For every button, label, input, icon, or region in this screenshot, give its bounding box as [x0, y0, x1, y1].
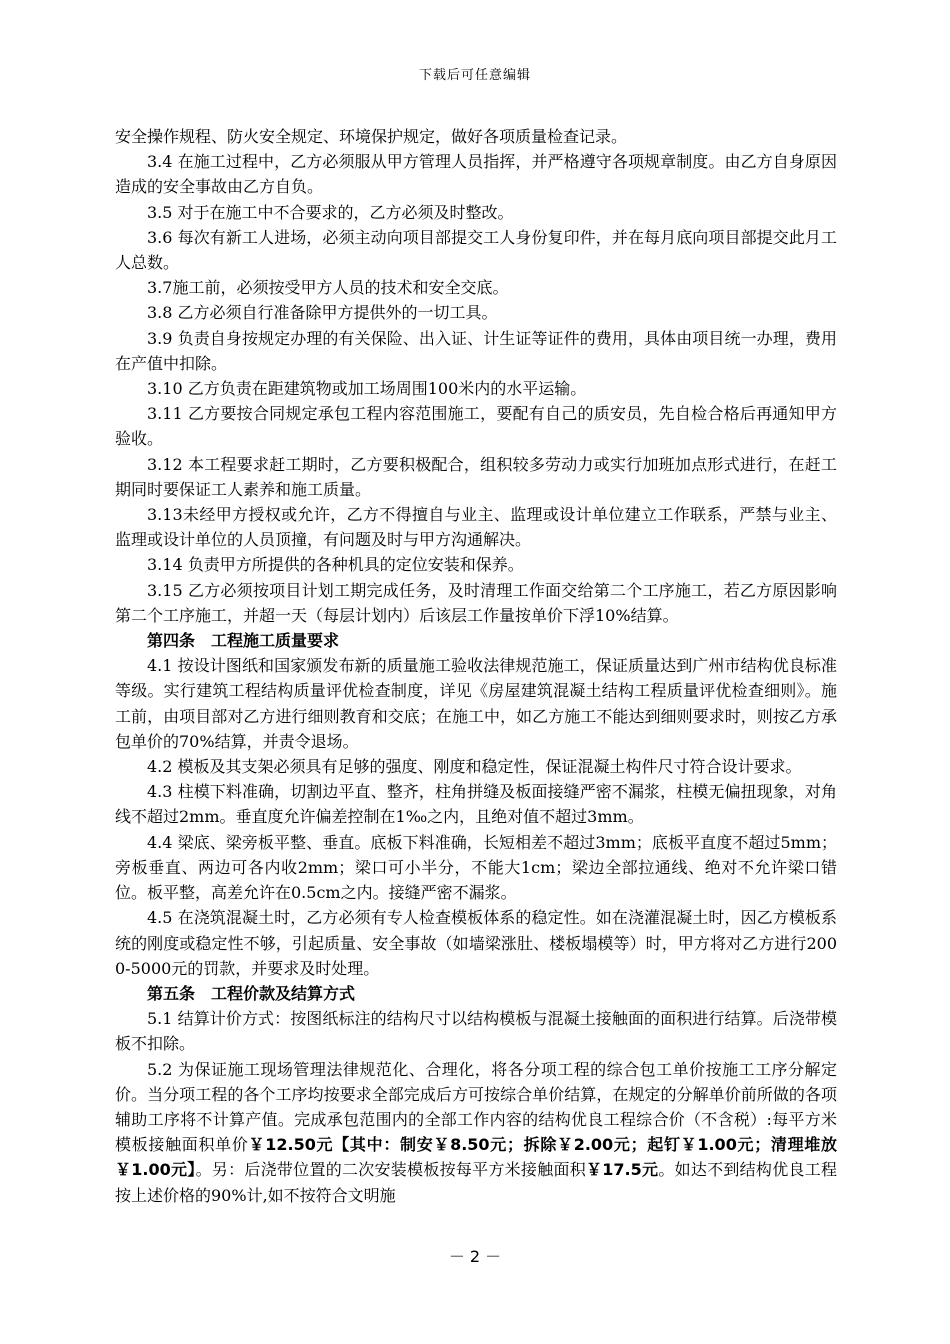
clause-4-4: 4.4 梁底、梁旁板平整、垂直。底板下料准确，长短相差不超过3mm；底板平直度不超过5mm；旁板垂直、两边可各内收2mm；梁口可小半分，不能大1cm；梁边全部拉通线、绝对不允许梁口错位。板平整，高差允许在0.5cm之内。接缝严密不漏浆。: [115, 832, 837, 903]
clause-5-1: 5.1 结算计价方式：按图纸标注的结构尺寸以结构模板与混凝土接触面的面积进行结算。后浇带模板不扣除。: [115, 1009, 837, 1054]
second-install-price: ￥17.5元: [586, 1160, 659, 1180]
clause-4-1: 4.1 按设计图纸和国家颁发布新的质量施工验收法律规范施工，保证质量达到广州市结构优良标准等级。实行建筑工程结构质量评优检查制度，详见《房屋建筑混凝土结构工程质量评优检查细则》。施工前，由项目部对乙方进行细则教育和交底；在施工中，如乙方施工不能达到细则要求时，则按乙方承包单价的70%结算，并责令退场。: [115, 656, 837, 751]
page-number: － 2 －: [448, 1247, 502, 1266]
clause-3-14: 3.14 负责甲方所提供的各种机具的定位安装和保养。: [147, 555, 524, 575]
clause-3-15: 3.15 乙方必须按项目计划工期完成任务，及时清理工作面交给第二个工序施工，若乙方原因影响第二个工序施工，并超一天（每层计划内）后该层工作量按单价下浮10%结算。: [115, 580, 837, 625]
paragraph: 安全操作规程、防火安全规定、环境保护规定，做好各项质量检查记录。: [115, 127, 628, 146]
clause-4-5: 4.5 在浇筑混凝土时，乙方必须有专人检查模板体系的稳定性。如在浇灌混凝土时，因乙方模板系统的刚度或稳定性不够，引起质量、安全事故（如墙梁涨肚、楼板塌模等）时，甲方将对乙方进行2000-5000元的罚款，并要求及时处理。: [115, 908, 837, 978]
clause-3-4: 3.4 在施工过程中，乙方必须服从甲方管理人员指挥，并严格遵守各项规章制度。由乙方自身原因造成的安全事故由乙方自负。: [115, 152, 837, 197]
clause-5-2-text-b: 。另：后浇带位置的二次安装模板按每平方米接触面积: [195, 1160, 587, 1180]
clause-3-7: 3.7施工前，必须按受甲方人员的技术和安全交底。: [147, 278, 509, 298]
clause-3-9: 3.9 负责自身按规定办理的有关保险、出入证、计生证等证件的费用，具体由项目统一办理，费用在产值中扣除。: [115, 328, 837, 373]
clause-3-13: 3.13未经甲方授权或允许，乙方不得擅自与业主、监理或设计单位建立工作联系，严禁与业主、监理或设计单位的人员顶撞，有问题及时与甲方沟通解决。: [115, 505, 837, 550]
clause-3-10: 3.10 乙方负责在距建筑物或加工场周围100米内的水平运输。: [147, 379, 587, 399]
clause-3-8: 3.8 乙方必须自行准备除甲方提供外的一切工具。: [147, 303, 498, 323]
price-breakdown: ￥12.50元【其中：制安￥8.50元；拆除￥2.00元；起钉￥1.00元；清理堆放￥1.00元】: [115, 1135, 837, 1180]
section-heading-5: 第五条 工程价款及结算方式: [147, 983, 356, 1003]
clause-5-2-text-a: 5.2 为保证施工现场管理法律规范化、合理化，将各分项工程的综合包工单价按施工工序分解定价。当分项工程的各个工序均按要求全部完成后方可按综合单价结算，在规定的分解单价前所做的各项辅助工序将不计算产值。完成承包范围内的全部工作内容的结构优良工程综合价（不含税）:每平方米模板接触面积单价: [115, 1059, 837, 1155]
clause-5-2: [115, 1057, 837, 1208]
page-header: 下载后可任意编辑: [418, 68, 531, 83]
clause-3-6: 3.6 每次有新工人进场，必须主动向项目部提交工人身份复印件，并在每月底向项目部提交此月工人总数。: [115, 227, 837, 273]
clause-4-3: 4.3 柱模下料准确，切割边平直、整齐，柱角拼缝及板面接缝严密不漏浆，柱模无偏扭现象，对角线不超过2mm。垂直度允许偏差控制在1‰之内，且绝对值不超过3mm。: [115, 782, 837, 827]
clause-3-11: 3.11 乙方要按合同规定承包工程内容范围施工，要配有自己的质安员，先自检合格后再通知甲方验收。: [115, 404, 837, 449]
clause-5-2-text-c: 。如达不到结构优良工程按上述价格的90%计,如不按符合文明施: [115, 1160, 837, 1205]
document-body: [115, 124, 837, 1208]
section-heading-4: 第四条 工程施工质量要求: [147, 631, 340, 651]
clause-3-12: 3.12 本工程要求赶工期时，乙方要积极配合，组积较多劳动力或实行加班加点形式进行，在赶工期同时要保证工人素养和施工质量。: [115, 454, 837, 499]
clause-3-5: 3.5 对于在施工中不合要求的，乙方必须及时整改。: [147, 202, 514, 222]
clause-4-2: 4.2 模板及其支架必须具有足够的强度、刚度和稳定性，保证混凝土构件尺寸符合设计要求。: [147, 757, 802, 777]
